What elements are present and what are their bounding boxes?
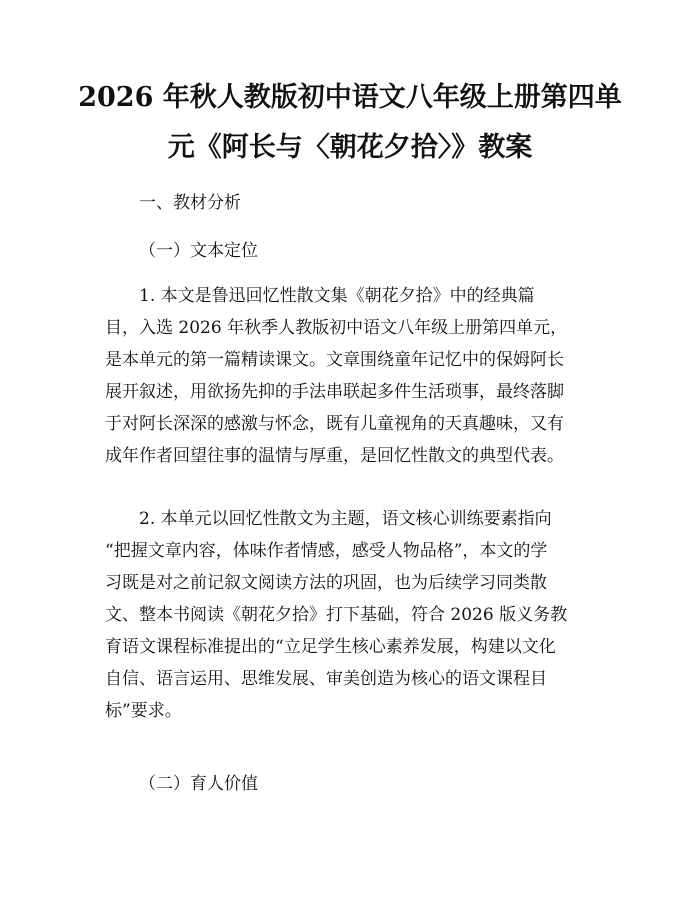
paragraph-1 [105,280,605,472]
paragraph-1-line: 是本单元的第一篇精读课文。文章围绕童年记忆中的保姆阿长 [105,350,564,370]
paragraph-2-line: “把握文章内容，体味作者情感，感受人物品格”，本文的学 [105,541,548,561]
paragraph-1-line: 成年作者回望往事的温情与厚重，是回忆性散文的典型代表。 [105,446,564,466]
paragraph-2-line: 育语文课程标准提出的“立足学生核心素养发展，构建以文化 [105,637,556,657]
paragraph-2-line: 2. 本单元以回忆性散文为主题，语文核心训练要素指向 [139,509,552,529]
paragraph-2 [105,503,605,727]
paragraph-1-line: 展开叙述，用欲扬先抑的手法串联起多件生活琐事，最终落脚 [105,382,564,402]
section-heading-textbook-analysis: 一、教材分析 [139,193,241,213]
paragraph-2-line: 标”要求。 [105,701,182,721]
paragraph-1-line: 于对阿长深深的感激与怀念，既有儿童视角的天真趣味，又有 [105,414,564,434]
document-title-line-2: 元《阿长与〈朝花夕拾〉》教案 [167,132,533,163]
paragraph-2-line: 习既是对之前记叙文阅读方法的巩固，也为后续学习同类散 [105,573,547,593]
paragraph-1-line: 1. 本文是鲁迅回忆性散文集《朝花夕拾》中的经典篇 [139,286,535,306]
subsection-heading-educational-value: （二）育人价值 [139,774,258,794]
paragraph-2-line: 自信、语言运用、思维发展、审美创造为核心的语文课程目 [105,669,547,689]
paragraph-2-line: 文、整本书阅读《朝花夕拾》打下基础，符合 2026 版义务教 [105,605,568,625]
subsection-heading-text-positioning: （一）文本定位 [139,241,258,261]
document-title-line-1: 2026 年秋人教版初中语文八年级上册第四单 [78,82,622,113]
paragraph-1-line: 目，入选 2026 年秋季人教版初中语文八年级上册第四单元， [105,318,568,338]
